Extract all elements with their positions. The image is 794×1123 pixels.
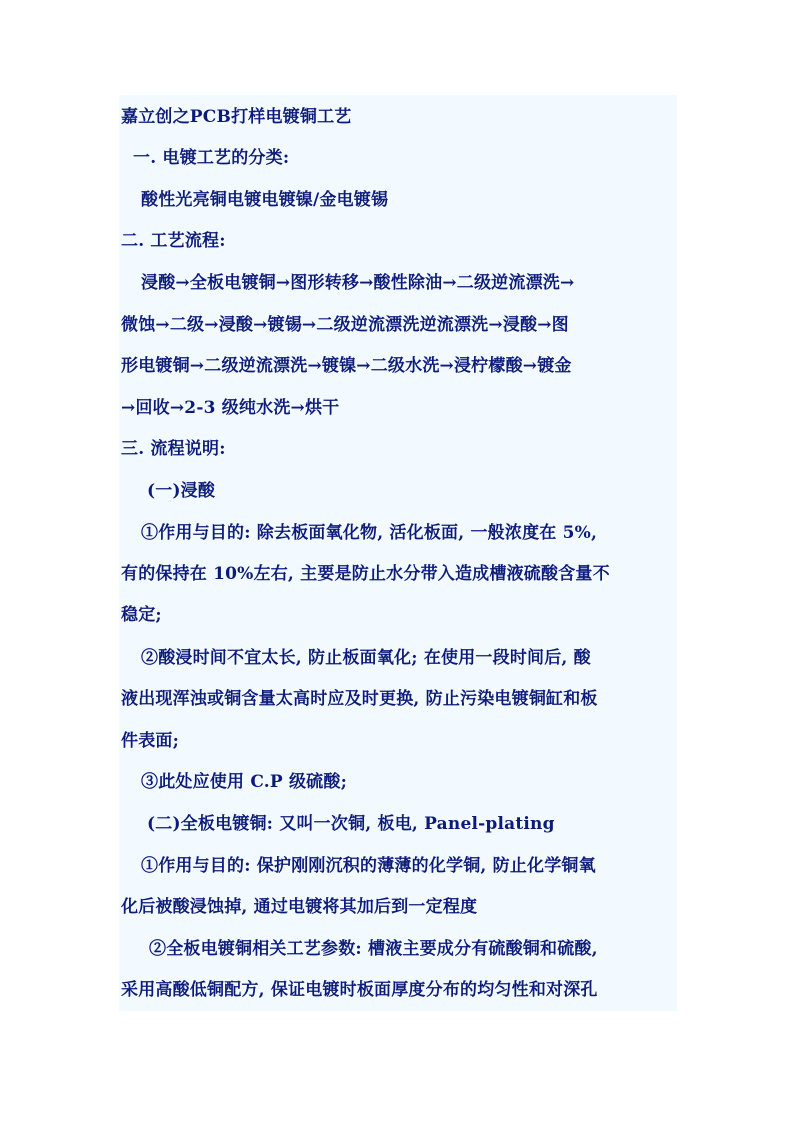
document-body bbox=[119, 95, 677, 1011]
section-heading-1: 一. 电镀工艺的分类: bbox=[133, 148, 290, 168]
paragraph-line: ②酸浸时间不宜太长, 防止板面氧化; 在使用一段时间后, 酸 bbox=[141, 648, 591, 668]
paragraph-line: 浸酸→全板电镀铜→图形转移→酸性除油→二级逆流漂洗→ bbox=[141, 273, 575, 293]
paragraph-line: 液出现浑浊或铜含量太高时应及时更换, 防止污染电镀铜缸和板 bbox=[121, 689, 598, 709]
subsection-heading-2: (二)全板电镀铜: 又叫一次铜, 板电, Panel-plating bbox=[147, 814, 555, 834]
paragraph-line: ①作用与目的: 保护刚刚沉积的薄薄的化学铜, 防止化学铜氧 bbox=[141, 856, 596, 876]
paragraph-line: ③此处应使用 C.P 级硫酸; bbox=[141, 772, 348, 792]
section-heading-2: 二. 工艺流程: bbox=[121, 231, 226, 251]
paragraph-line: 化后被酸浸蚀掉, 通过电镀将其加后到一定程度 bbox=[121, 897, 478, 917]
paragraph-line: 微蚀→二级→浸酸→镀锡→二级逆流漂洗逆流漂洗→浸酸→图 bbox=[121, 315, 569, 335]
document-title: 嘉立创之PCB打样电镀铜工艺 bbox=[121, 107, 352, 127]
paragraph-line: ②全板电镀铜相关工艺参数: 槽液主要成分有硫酸铜和硫酸, bbox=[149, 939, 598, 959]
paragraph-line: 件表面; bbox=[121, 731, 180, 751]
section-heading-3: 三. 流程说明: bbox=[121, 439, 226, 459]
paragraph-line: 稳定; bbox=[121, 605, 162, 625]
paragraph-line: 形电镀铜→二级逆流漂洗→镀镍→二级水洗→浸柠檬酸→镀金 bbox=[121, 356, 572, 376]
subsection-heading-1: (一)浸酸 bbox=[147, 481, 216, 501]
paragraph-line: 酸性光亮铜电镀电镀镍/金电镀锡 bbox=[141, 190, 389, 210]
paragraph-line: ①作用与目的: 除去板面氧化物, 活化板面, 一般浓度在 5%, bbox=[141, 523, 598, 543]
paragraph-line: 采用高酸低铜配方, 保证电镀时板面厚度分布的均匀性和对深孔 bbox=[121, 980, 598, 1000]
paragraph-line: →回收→2-3 级纯水洗→烘干 bbox=[121, 398, 340, 418]
paragraph-line: 有的保持在 10%左右, 主要是防止水分带入造成槽液硫酸含量不 bbox=[121, 564, 610, 584]
